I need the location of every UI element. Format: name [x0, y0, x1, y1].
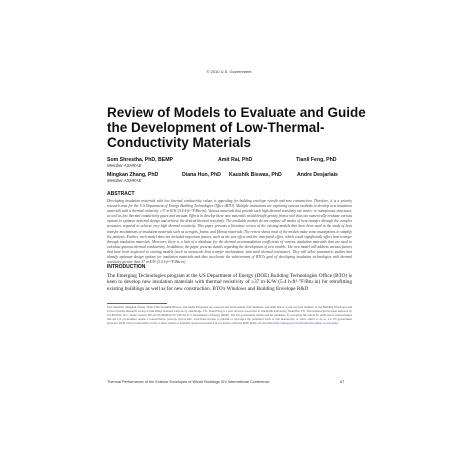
author-name: Kaushik Biswas, PhD: [229, 172, 282, 178]
footnote-author-affiliations: Som Shrestha, Mingkan Zhang, Diana Hun, Kaushik Biswas, and Andre Desjarlais are research and development staff members, and Amit Rai is a post-doctoral member of the Building Envelopes and Urban Systems Research Group at Oak Ridge National Laboratory, Oak Ridge, TN. Tianli Feng is a post-doctoral researcher at Vanderbilt University, Nashville, TN.: [107, 305, 352, 313]
introduction-heading: INTRODUCTION: [107, 264, 146, 270]
paper-title: Review of Models to Evaluate and Guide the Development of Low-Thermal-Conductivity Materials: [107, 105, 366, 150]
author-name: Som Shrestha, PhD, BEMP: [107, 157, 174, 163]
abstract-heading: ABSTRACT: [107, 191, 135, 197]
footnote-access-plan-link[interactable]: (http://energy.gov/downloads/doe-public-access-plan).: [273, 320, 339, 325]
footer-page-number: 67: [340, 380, 345, 384]
author-membership: Member ASHRAE: [107, 163, 142, 168]
footnote-divider: [107, 303, 167, 304]
author-name: Andre Desjarlais: [297, 172, 338, 178]
author-membership: Member ASHRAE: [107, 178, 142, 183]
copyright-notice: © 2010 U.S. Government: [206, 69, 252, 74]
author-name: Amit Rai, PhD: [218, 157, 253, 163]
footer-conference-name: Thermal Performance of the Exterior Envelopes of Whole Buildings XIV International Conference: [107, 380, 270, 384]
introduction-body: The Emerging Technologies program at the US Department of Energy (DOE) Building Technologies Office (BTO) is keen to develop new insulation materials with thermal resistivity of ≥37 m·K/W (5.4 h·ft²·°F/Btu·in) for retrofitting existing buildings as well as for new construction. BTO's Windows and Building Envelope R&D: [107, 273, 352, 292]
author-name: Diana Hun, PhD: [182, 172, 221, 178]
abstract-body: Developing insulation materials with low thermal conductivity values is appealing for building envelope retrofit and new construction. Therefore, it is a priority research area for the U.S Department of Energy Building Technologies Office (BTO). Multiple institutions are exploring various methods to develop new insulation materials with a thermal resistivity ≥37 m·K/W (5.4 h·ft²·°F/Btu·in). Various materials that provide such high thermal resistivity use micro- or nanoporous structures, as well as low thermal conductivity gases and vacuum. Efforts to develop these new materials would benefit greatly from a tool that can numerically evaluate various options to optimize material design and achieve the desired thermal resistivity. The available models do not capture all modes of heat transfer through the complex structures required to achieve very high thermal resistivity. This paper presents a literature review of the existing models that have been used in the study of heat transfer mechanisms of insulation materials such as aerogels, foams, and fibrous materials. The review shows most of the models make some assumptions to simplify the analysis. Further, each model does not included important factors, such as the size effect and the interfacial effect, which could significantly affect heat transfer through insulation materials. Moreover, there is a lack of a database for the thermal accommodation coefficients of various insulation materials that are used to calculate gaseous thermal conductivity. In addition, the paper presents details regarding the development of new models. The new model will address various factors that have been neglected in existing models (such as nanoscale heat transfer mechanisms, structural thermal resistance). They will allow parametric studies that identify optimum design options for insulation materials and thus accelerate the achievement of BTO's goal of developing insulation technologies with thermal resistivity greater than 37 m·K/W (5.4 h·ft²·°F/Btu·in).: [107, 199, 352, 265]
author-name: Tianli Feng, PhD: [296, 157, 337, 163]
author-name: Mingkan Zhang, PhD: [107, 172, 159, 178]
footnotes: [107, 306, 352, 326]
footnote-copyright-statement: This manuscript has been authored by UT-Battelle, LLC, under contract DE-AC05-00OR22725 with the U.S. Department of Energy (DOE). The US government retains and the publisher, by accepting the article for publication, acknowledges that the US government retains a nonexclusive, paid-up, irrevocable, worldwide license to publish or reproduce the published form of this manuscript, or allow others to do so, for US government purposes. DOE will provide public access to these results of federally sponsored research in accordance with the DOE Public Access Plan: [107, 308, 352, 325]
